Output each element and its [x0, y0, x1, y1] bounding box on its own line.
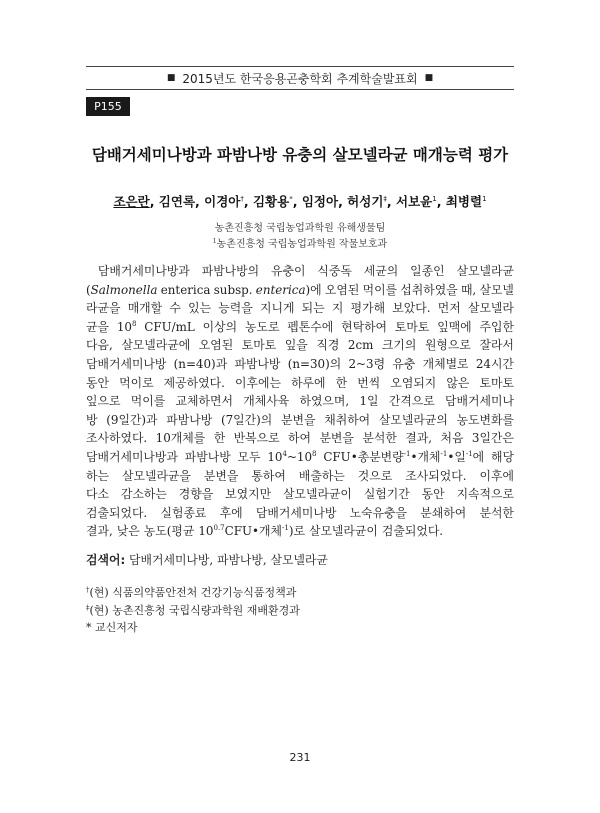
abstract-line: 방 (9일간)과 파밤나방 (7일간)의 분변을 채취하여 살모넬라균의 농도변화를 — [86, 412, 514, 427]
author-name: 임정아 — [301, 194, 339, 209]
keywords-label: 검색어: — [86, 553, 126, 567]
page-number: 231 — [289, 751, 311, 764]
abstract-line: 동안 먹이로 제공하였다. 이후에는 하루에 한 번씩 오염되지 않은 토마토 — [86, 375, 514, 390]
author-name: 서보윤 — [396, 194, 433, 209]
affiliation-1: 농촌진흥청 국립농업과학원 유해생물팀 — [214, 223, 386, 234]
abstract-line: 균을 $10^8$ CFU/mL 이상의 농도로 펩톤수에 현탁하여 토마토 잎맥에 주입한 — [86, 319, 514, 334]
abstract-line: 조사하였다. 10개체를 한 반복으로 하여 분변을 분석한 결과, 처음 3일간은 — [86, 431, 514, 446]
author-marker: * — [289, 195, 293, 203]
abstract-line: 검출되었다. 실험종료 후에 담배거세미나방 노숙유충을 분쇄하여 분석한 — [86, 505, 514, 520]
abstract-line: 담배거세미나방 (n=40)과 파밤나방 (n=30)의 2~3령 유충 개체별로 24시간 — [86, 356, 514, 371]
footnote: * 교신저자 — [86, 621, 138, 634]
abstract-line: 다소 감소하는 경향을 보였지만 살모넬라균이 실험기간 동안 지속적으로 — [86, 487, 514, 502]
square-bullet-icon: ■ — [166, 73, 176, 83]
abstract-line: 잎으로 먹이를 교체하면서 개체사육 하였으며, 1일 간격으로 담배거세미나 — [86, 394, 514, 409]
author-list: 조은란, 김연록, 이경아†, 김황용*, 임정아, 허성기‡, 서보윤$^1$, 최병렬$^1$ — [113, 194, 487, 209]
abstract-line: 담배거세미나방과 파밤나방의 유충이 식중독 세균의 일종인 살모넬라균 — [86, 264, 514, 278]
abstract-line: 라균을 매개할 수 있는 능력을 지니게 되는 지 평가해 보았다. 먼저 살모넬라 — [86, 301, 514, 316]
author-name: 이경아 — [204, 194, 241, 209]
author-marker: 1 — [432, 195, 437, 203]
conference-header — [86, 66, 514, 90]
footnotes — [86, 584, 514, 637]
author-name: 허성기 — [347, 194, 384, 209]
author-name: 최병렬 — [445, 194, 483, 209]
footnote: ‡(현) 농촌진흥청 국립식량과학원 재배환경과 — [86, 603, 300, 617]
author-marker: 1 — [482, 195, 487, 203]
abstract-line: 하는 살모넬라균을 분변을 통하여 배출하는 것으로 조사되었다. 이후에 — [86, 468, 514, 483]
square-bullet-icon: ■ — [424, 73, 434, 83]
author-name: 김연록 — [158, 194, 196, 209]
footnote: †(현) 식품의약품안전처 건강기능식품정책과 — [86, 586, 297, 599]
author-name: 조은란 — [113, 194, 150, 209]
author-marker: ‡ — [383, 195, 387, 203]
abstract-line: (Salmonella enterica subsp. enterica)에 오염된 먹이를 섭취하였을 때, 살모넬 — [86, 282, 514, 297]
paper-title: 담배거세미나방과 파밤나방 유충의 살모넬라균 매개능력 평가 — [91, 146, 509, 164]
abstract-line: 담배거세미나방과 파밤나방 모두 $10^4\sim 10^8$ CFU•총분변량$^{-1}$•개체$^{-1}$•일$^{-1}$에 해당 — [86, 449, 514, 464]
abstract-line: 다음, 살모넬라균에 오염된 토마토 잎을 직경 2cm 크기의 원형으로 잘라서 — [86, 338, 514, 353]
keywords-text: 담배거세미나방, 파밤나방, 살모넬라균 — [125, 553, 328, 567]
abstract-line: 결과, 낮은 농도(평균 $10^{0.7}CFU•$개체$^{-1}$)로 살모넬라균이 검출되었다. — [86, 524, 444, 539]
keywords — [86, 551, 514, 568]
affiliation-marker: 1 — [212, 238, 217, 245]
author-marker: † — [240, 195, 244, 203]
poster-id-badge: P155 — [86, 97, 130, 116]
conference-name: 2015년도 한국응용곤충학회 추계학술발표회 — [182, 71, 418, 86]
abstract-body — [86, 262, 514, 541]
affiliation-2 — [86, 235, 514, 250]
author-name: 김황용 — [252, 194, 290, 209]
affiliation-text: 농촌진흥청 국립농업과학원 작물보호과 — [216, 239, 388, 250]
